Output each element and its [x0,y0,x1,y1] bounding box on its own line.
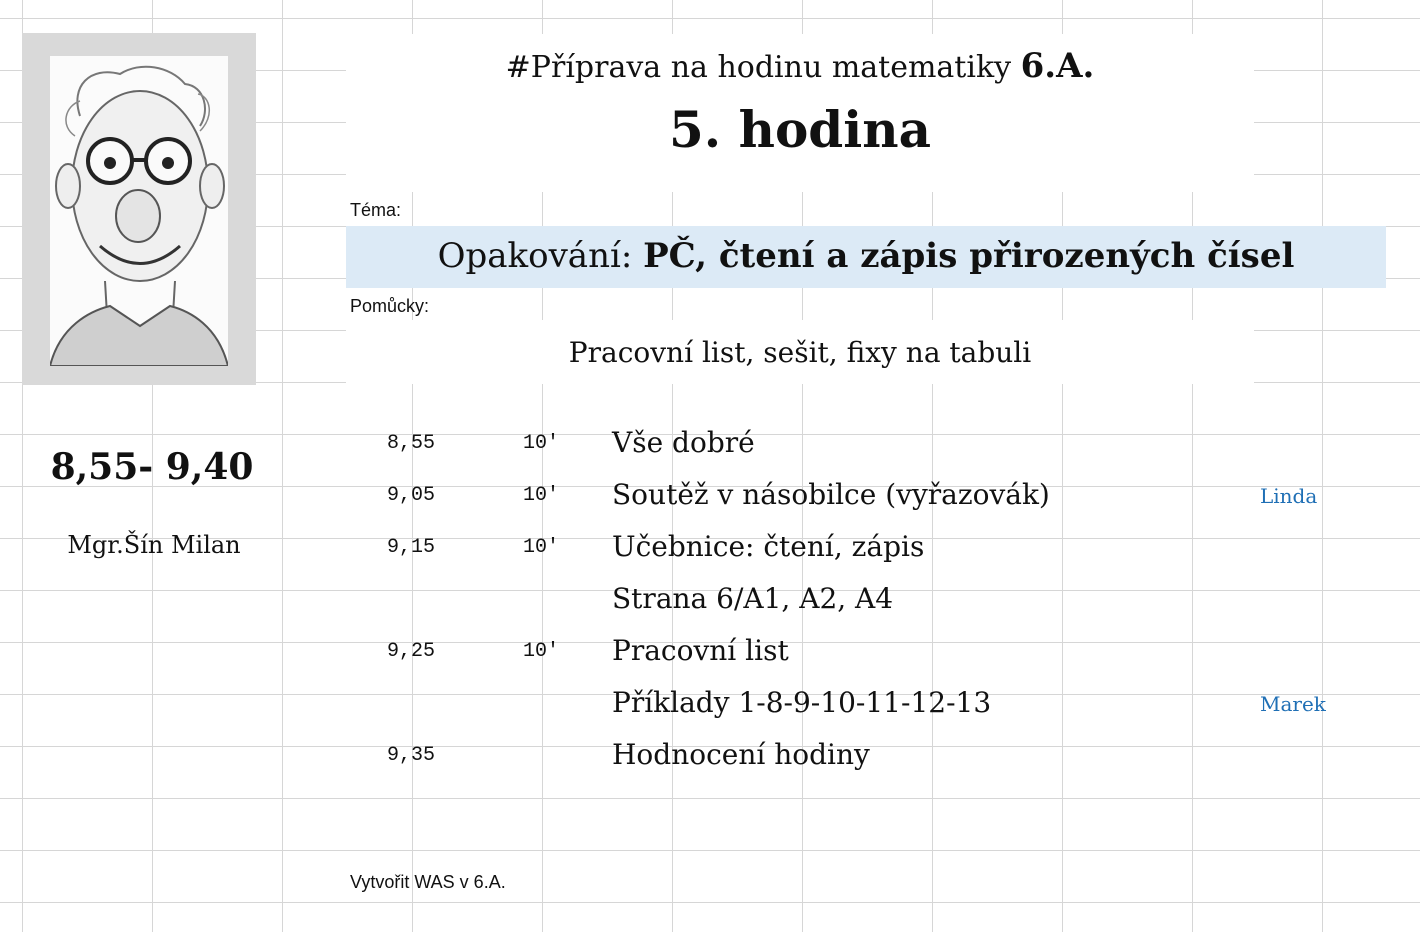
row-activity: Učebnice: čtení, zápis [612,530,925,563]
lesson-time-range: 8,55- 9,40 [50,446,254,488]
row-activity: Hodnocení hodiny [612,738,870,771]
row-time: 8,55 [386,432,435,455]
tools-text: Pracovní list, sešit, fixy na tabuli [568,336,1032,369]
topic-text: PČ, čtení a zápis přirozených čísel [643,236,1295,276]
title-prefix: #Příprava na hodinu matematiky [505,50,1012,85]
row-activity: Strana 6/A1, A2, A4 [612,582,894,615]
row-activity: Příklady 1-8-9-10-11-12-13 [612,686,992,719]
row-duration: 10' [522,536,559,559]
footer-note: Vytvořit WAS v 6.A. [350,872,506,892]
row-student: Marek [1260,692,1326,716]
row-time: 9,15 [386,536,435,559]
row-duration: 10' [522,640,559,663]
row-time: 9,25 [386,640,435,663]
row-time: 9,05 [386,484,435,507]
teacher-name: Mgr.Šín Milan [67,531,241,559]
topic-label: Téma: [350,200,402,220]
row-student: Linda [1260,484,1318,508]
topic-prefix: Opakování: [437,236,633,276]
lesson-number: 5. hodina [668,100,931,159]
row-activity: Vše dobré [612,426,755,459]
row-activity: Pracovní list [612,634,789,667]
teacher-photo [50,56,228,366]
row-activity: Soutěž v násobilce (vyřazovák) [612,478,1050,511]
title-class: 6.A. [1020,46,1095,86]
tools-label: Pomůcky: [350,296,430,316]
topic [346,236,1386,276]
row-duration: 10' [522,432,559,455]
row-duration: 10' [522,484,559,507]
row-time: 9,35 [386,744,435,767]
page-title [346,46,1254,86]
